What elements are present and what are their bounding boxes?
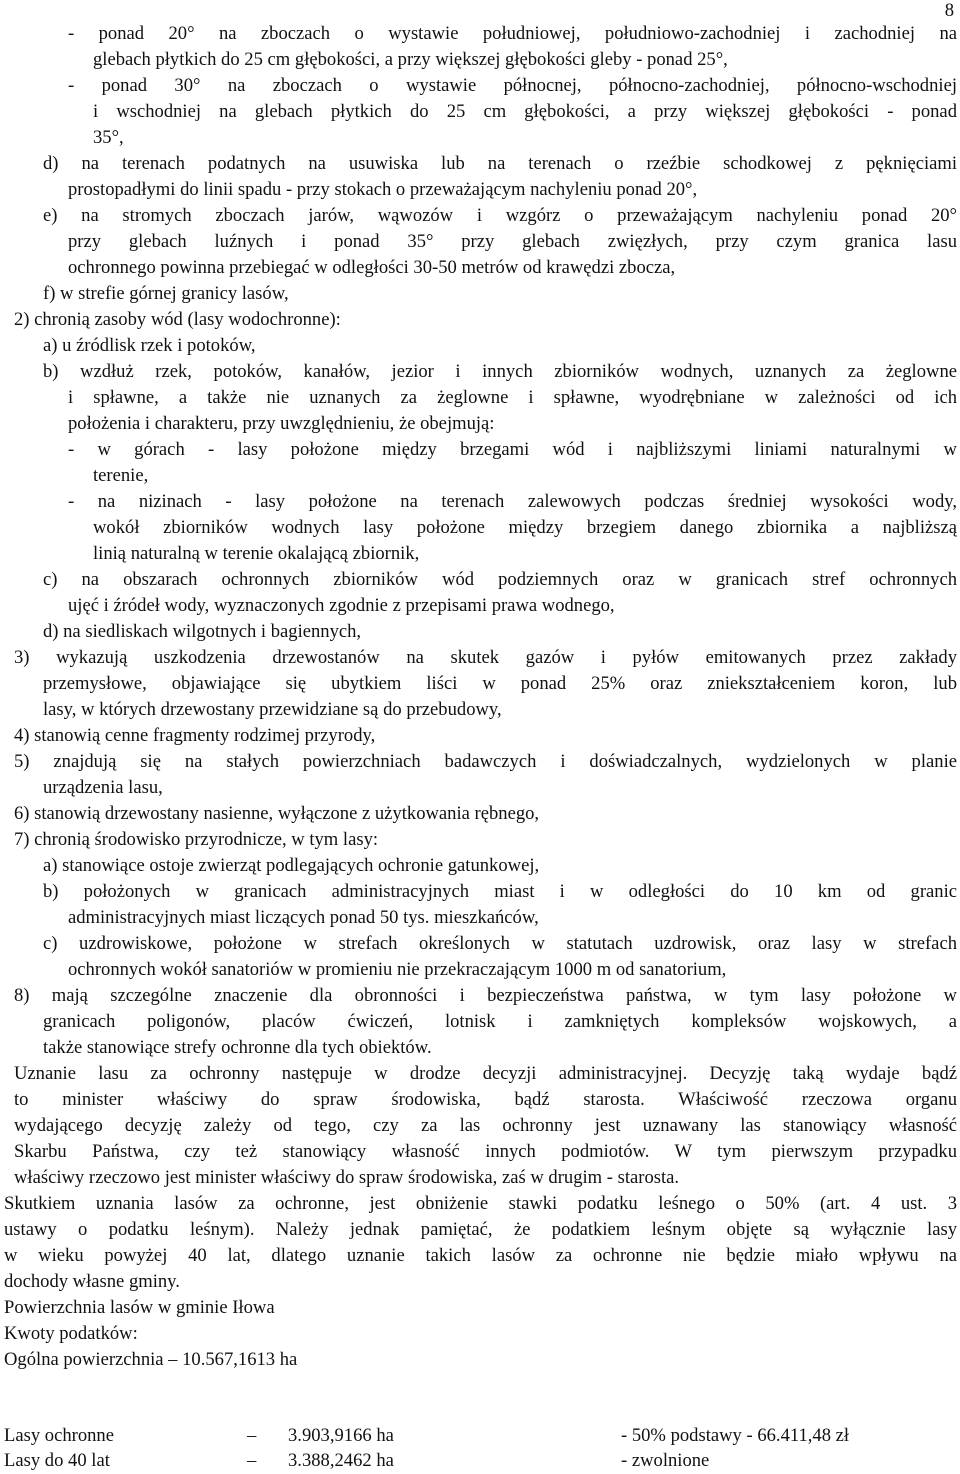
text-line: w wieku powyżej 40 lat, dlatego uznanie takich lasów za ochronne nie będzie miało wpływu na [4,1245,957,1266]
text-line: b) wzdłuż rzek, potoków, kanałów, jezior i innych zbiorników wodnych, uznanych za żeglowne [43,361,957,382]
text-line: także stanowiące strefy ochronne dla tych obiektów. [43,1037,432,1058]
table-row-value: 3.388,2462 ha [288,1450,394,1471]
text-line: f) w strefie górnej granicy lasów, [43,283,289,304]
text-line: 7) chronią środowisko przyrodnicze, w tym lasy: [14,829,379,850]
text-line: Ogólna powierzchnia – 10.567,1613 ha [4,1349,298,1370]
text-line: przemysłowe, objawiające się ubytkiem liści w ponad 25% oraz zniekształceniem koron, lub [43,673,957,694]
text-line: c) na obszarach ochronnych zbiorników wód podziemnych oraz w granicach stref ochronnych [43,569,957,590]
table-row-note: - zwolnione [621,1450,710,1471]
text-line: urządzenia lasu, [43,777,163,798]
text-line: 4) stanowią cenne fragmenty rodzimej przyrody, [14,725,376,746]
table-row-label: Lasy do 40 lat [4,1450,110,1471]
text-line: ustawy o podatku leśnym). Należy jednak pamiętać, że podatkiem leśnym objęte są wyłącznie lasy [4,1219,957,1240]
text-line: 3) wykazują uszkodzenia drzewostanów na skutek gazów i pyłów emitowanych przez zakłady [14,647,957,668]
text-line: przy glebach luźnych i ponad 35° przy glebach zwięzłych, przy czym granica lasu [68,231,957,252]
text-line: a) stanowiące ostoje zwierząt podlegających ochronie gatunkowej, [43,855,540,876]
table-row-dash: – [247,1450,257,1471]
text-line: właściwy rzeczowo jest minister właściwy do spraw środowiska, zaś w drugim - starosta. [14,1167,680,1188]
text-line: Kwoty podatków: [4,1323,138,1344]
text-line: Powierzchnia lasów w gminie Iłowa [4,1297,275,1318]
text-line: a) u źródlisk rzek i potoków, [43,335,256,356]
text-line: d) na terenach podatnych na usuwiska lub na terenach o rzeźbie schodkowej z pęknięciami [43,153,957,174]
text-line: terenie, [93,465,149,486]
text-line: d) na siedliskach wilgotnych i bagiennych, [43,621,362,642]
text-line: linią naturalną w terenie okalającą zbiornik, [93,543,420,564]
page-number: 8 [944,0,954,21]
text-line: wydającego decyzję zależy od tego, czy za las ochronny jest uznawany las stanowiący własność [14,1115,957,1136]
text-line: prostopadłymi do linii spadu - przy stokach o przeważającym nachyleniu ponad 20°, [68,179,698,200]
table-row-label: Lasy ochronne [4,1425,114,1446]
text-line: położenia i charakteru, przy uwzględnieniu, że obejmują: [68,413,495,434]
text-line: b) położonych w granicach administracyjnych miast i w odległości do 10 km od granic [43,881,957,902]
text-line: ochronnych wokół sanatoriów w promieniu nie przekraczającym 1000 m od sanatorium, [68,959,727,980]
text-line: 6) stanowią drzewostany nasienne, wyłączone z użytkowania rębnego, [14,803,540,824]
text-line: to minister właściwy do spraw środowiska, bądź starosta. Właściwość rzeczowa organu [14,1089,957,1110]
text-line: granicach poligonów, placów ćwiczeń, lotnisk i zamkniętych kompleksów wojskowych, a [43,1011,957,1032]
text-line: dochody własne gminy. [4,1271,180,1292]
text-line: 8) mają szczególne znaczenie dla obronności i bezpieczeństwa państwa, w tym lasy położone w [14,985,957,1006]
text-line: i spławne, a także nie uznanych za żeglowne i spławne, wyodrębniane w zależności od ich [68,387,957,408]
table-row-dash: – [247,1425,257,1446]
text-line: - na nizinach - lasy położone na terenach zalewowych podczas średniej wysokości wody, [68,491,957,512]
text-line: 35°, [93,127,124,148]
text-line: Uznanie lasu za ochronny następuje w drodze decyzji administracyjnej. Decyzję taką wydaje bądź [14,1063,957,1084]
text-line: i wschodniej na glebach płytkich do 25 cm głębokości, a przy większej głębokości - ponad [93,101,957,122]
text-line: ochronnego powinna przebiegać w odległości 30-50 metrów od krawędzi zbocza, [68,257,676,278]
text-line: wokół zbiorników wodnych lasy położone między brzegiem danego zbiornika a najbliższą [93,517,957,538]
text-line: Skarbu Państwa, czy też stanowiący własność innych podmiotów. W tym pierwszym przypadku [14,1141,957,1162]
text-line: - ponad 20° na zboczach o wystawie południowej, południowo-zachodniej i zachodniej na [68,23,957,44]
text-line: e) na stromych zboczach jarów, wąwozów i wzgórz o przeważającym nachyleniu ponad 20° [43,205,957,226]
text-line: Skutkiem uznania lasów za ochronne, jest obniżenie stawki podatku leśnego o 50% (art. 4 ust. 3 [4,1193,957,1214]
text-line: - ponad 30° na zboczach o wystawie północnej, północno-zachodniej, północno-wschodniej [68,75,957,96]
text-line: ujęć i źródeł wody, wyznaczonych zgodnie z przepisami prawa wodnego, [68,595,615,616]
text-line: 5) znajdują się na stałych powierzchniach badawczych i doświadczalnych, wydzielonych w planie [14,751,957,772]
table-row-note: - 50% podstawy - 66.411,48 zł [621,1425,850,1446]
text-line: lasy, w których drzewostany przewidziane są do przebudowy, [43,699,502,720]
text-line: glebach płytkich do 25 cm głębokości, a przy większej głębokości gleby - ponad 25°, [93,49,728,70]
text-line: 2) chronią zasoby wód (lasy wodochronne): [14,309,341,330]
text-line: administracyjnych miast liczących ponad 50 tys. mieszkańców, [68,907,539,928]
text-line: c) uzdrowiskowe, położone w strefach określonych w statutach uzdrowisk, oraz lasy w strefach [43,933,957,954]
table-row-value: 3.903,9166 ha [288,1425,394,1446]
text-line: - w górach - lasy położone między brzegami wód i najbliższymi liniami naturalnymi w [68,439,957,460]
